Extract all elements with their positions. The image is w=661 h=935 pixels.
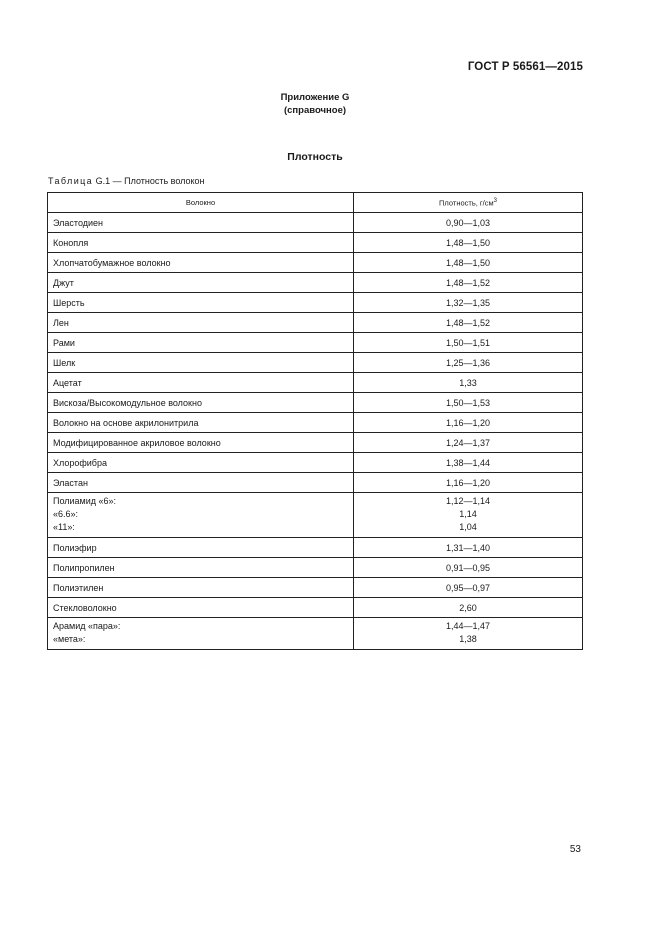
table-row [48, 598, 583, 618]
header-fiber: Волокно [48, 193, 354, 213]
density-line: 1,38 [459, 634, 477, 644]
table-header-row [48, 193, 583, 213]
section-title: Плотность [287, 151, 343, 163]
density-cell: 1,48—1,52 [354, 313, 583, 333]
fiber-cell: Рами [48, 333, 354, 353]
fiber-cell: Шелк [48, 353, 354, 373]
density-cell: 1,16—1,20 [354, 413, 583, 433]
density-cell: 1,38—1,44 [354, 453, 583, 473]
density-cell [354, 618, 583, 650]
density-cell: 1,33 [354, 373, 583, 393]
density-line: 1,04 [459, 522, 477, 532]
fiber-cell: Полиэфир [48, 538, 354, 558]
density-cell: 0,91—0,95 [354, 558, 583, 578]
density-cell: 1,24—1,37 [354, 433, 583, 453]
table-row [48, 618, 583, 650]
table-row [48, 538, 583, 558]
fiber-cell: Полипропилен [48, 558, 354, 578]
table-row [48, 393, 583, 413]
appendix-subtitle: (справочное) [283, 104, 347, 116]
table-row [48, 353, 583, 373]
table-row [48, 233, 583, 253]
table-row [48, 453, 583, 473]
fiber-cell: Эластан [48, 473, 354, 493]
density-cell: 2,60 [354, 598, 583, 618]
fiber-cell [48, 493, 354, 538]
table-row [48, 373, 583, 393]
fiber-line: «мета»: [53, 634, 86, 644]
fiber-line: Арамид «пара»: [53, 621, 121, 631]
fiber-cell: Лен [48, 313, 354, 333]
fiber-cell: Хлорофибра [48, 453, 354, 473]
density-cell: 1,32—1,35 [354, 293, 583, 313]
table-row [48, 578, 583, 598]
density-line: 1,12—1,14 [445, 496, 491, 506]
table-row [48, 413, 583, 433]
header-density [354, 193, 583, 213]
fiber-cell: Вискоза/Высокомодульное волокно [48, 393, 354, 413]
fiber-cell: Шерсть [48, 293, 354, 313]
appendix-heading [0, 92, 630, 117]
table-caption-text: G.1 — Плотность волокон [95, 176, 205, 186]
density-cell: 1,31—1,40 [354, 538, 583, 558]
table-row [48, 493, 583, 538]
table-row [48, 473, 583, 493]
table-row [48, 558, 583, 578]
density-cell: 1,48—1,50 [354, 233, 583, 253]
fiber-line: «11»: [53, 522, 75, 532]
fiber-cell: Ацетат [48, 373, 354, 393]
fiber-cell: Джут [48, 273, 354, 293]
fiber-cell: Модифицированное акриловое волокно [48, 433, 354, 453]
density-cell: 1,25—1,36 [354, 353, 583, 373]
density-cell: 0,90—1,03 [354, 213, 583, 233]
page-number: 53 [569, 844, 581, 855]
density-line: 1,14 [459, 509, 477, 519]
fiber-cell: Стекловолокно [48, 598, 354, 618]
table-row [48, 433, 583, 453]
fiber-cell: Хлопчатобумажное волокно [48, 253, 354, 273]
table-caption-prefix: Таблица [48, 176, 94, 186]
table-row [48, 313, 583, 333]
density-cell: 1,50—1,53 [354, 393, 583, 413]
density-cell: 1,48—1,52 [354, 273, 583, 293]
density-line: 1,44—1,47 [445, 621, 491, 631]
table-row [48, 213, 583, 233]
table-row [48, 333, 583, 353]
table-row [48, 253, 583, 273]
table-row [48, 293, 583, 313]
density-cell [354, 493, 583, 538]
header-density-exponent: 3 [493, 197, 497, 204]
density-cell: 1,50—1,51 [354, 333, 583, 353]
table-row [48, 273, 583, 293]
fiber-cell: Полиэтилен [48, 578, 354, 598]
density-cell: 1,16—1,20 [354, 473, 583, 493]
appendix-title: Приложение G [280, 92, 350, 103]
density-table [47, 192, 583, 650]
fiber-cell [48, 618, 354, 650]
fiber-line: Полиамид «6»: [53, 496, 117, 506]
fiber-cell: Эластодиен [48, 213, 354, 233]
document-code: ГОСТ Р 56561—2015 [467, 61, 583, 73]
fiber-line: «6.6»: [53, 509, 79, 519]
density-cell: 0,95—0,97 [354, 578, 583, 598]
density-cell: 1,48—1,50 [354, 253, 583, 273]
table-caption [48, 176, 205, 186]
fiber-cell: Конопля [48, 233, 354, 253]
fiber-cell: Волокно на основе акрилонитрила [48, 413, 354, 433]
header-density-label: Плотность, г/см [439, 198, 494, 208]
